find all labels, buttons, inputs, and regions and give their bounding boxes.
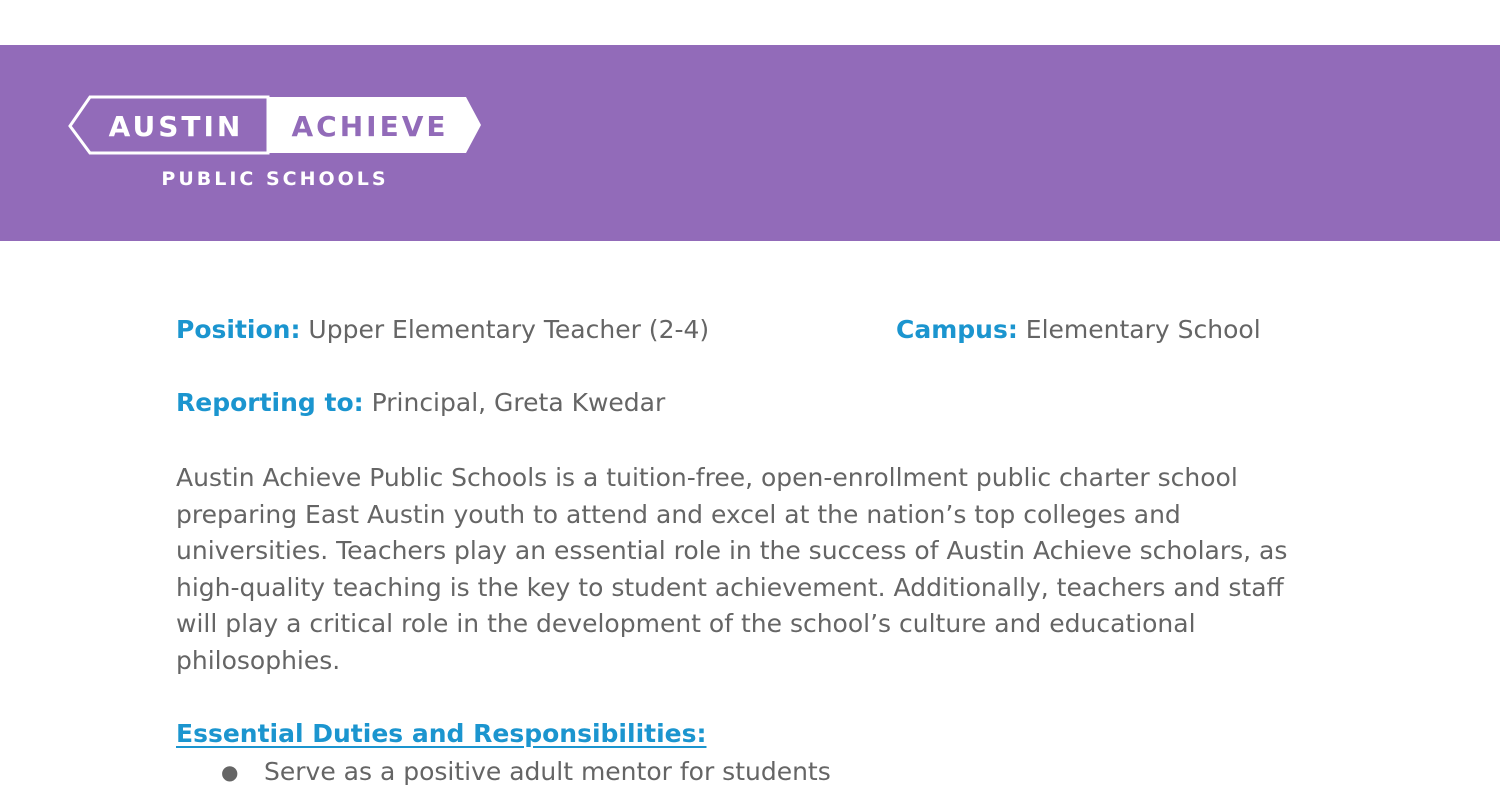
logo-graphic — [68, 95, 484, 195]
reporting-value: Principal, Greta Kwedar — [371, 388, 666, 417]
position-label: Position: — [176, 315, 301, 344]
reporting-row — [176, 388, 665, 418]
campus-value: Elementary School — [1025, 315, 1261, 344]
school-logo — [68, 95, 484, 195]
list-item-text: Serve as a positive adult mentor for students — [264, 757, 831, 785]
campus-label: Campus: — [896, 315, 1018, 344]
bullet-icon: ● — [221, 760, 239, 784]
logo-text-right: ACHIEVE — [291, 110, 449, 143]
position-value: Upper Elementary Teacher (2-4) — [308, 315, 710, 344]
duties-list — [176, 756, 1276, 785]
logo-text-left: AUSTIN — [108, 110, 244, 143]
position-row — [176, 315, 1316, 345]
duties-heading: Essential Duties and Responsibilities: — [176, 719, 707, 748]
header-banner — [0, 45, 1500, 241]
description-paragraph: Austin Achieve Public Schools is a tuition-free, open-enrollment public charter school preparing East Austin youth to attend and excel at the nation’s top colleges and universities. Teachers play an essential role in the success of Austin Achieve scholars, as high-quality teaching is the key to student achievement. Additionally, teachers and staff will play a critical role in the development of the school’s culture and educational philosophies. — [176, 463, 1288, 675]
list-item — [176, 756, 1276, 785]
logo-subtitle: PUBLIC SCHOOLS — [161, 168, 389, 190]
campus-field — [896, 315, 1261, 345]
reporting-label: Reporting to: — [176, 388, 364, 417]
